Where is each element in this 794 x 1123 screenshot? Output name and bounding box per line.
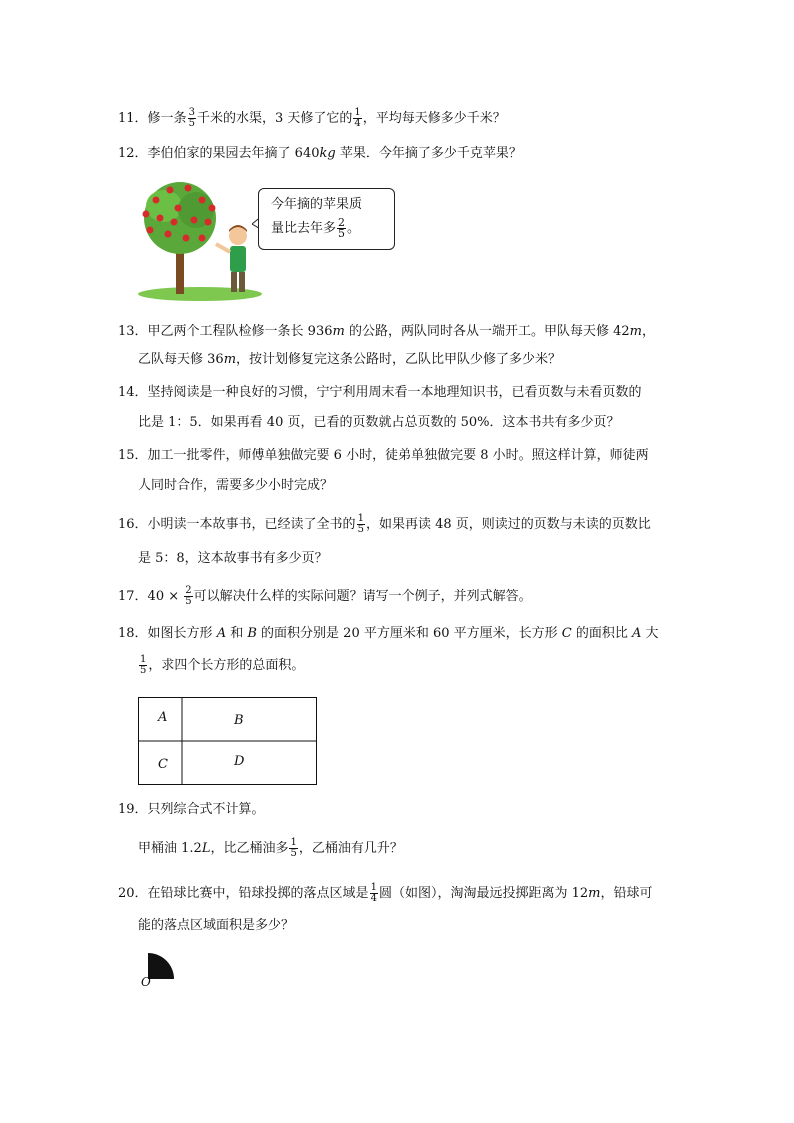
bubble-text-line2 xyxy=(271,217,360,239)
fraction-numerator: 3 xyxy=(188,107,195,118)
question-text: 和 xyxy=(226,626,248,641)
fraction xyxy=(370,883,378,904)
bubble-text: 今年摘的苹果质 xyxy=(271,197,363,212)
question-text: ， xyxy=(641,324,655,339)
bubble-text: 量比去年多 xyxy=(271,221,337,236)
question-19 xyxy=(118,801,265,819)
unit-label: L xyxy=(201,841,211,856)
fraction xyxy=(353,108,361,129)
apple-tree-illustration xyxy=(138,176,268,304)
question-text: ，乙桶油有几升？ xyxy=(298,841,403,856)
fraction-denominator: 5 xyxy=(140,665,147,676)
question-text: 小明读一本故事书，已经读了全书的 xyxy=(147,517,356,532)
question-15 xyxy=(118,447,649,465)
question-20-line2: 能的落点区域面积是多少？ xyxy=(138,918,295,933)
fraction-denominator: 5 xyxy=(338,227,346,240)
question-number: 18． xyxy=(118,626,148,641)
fraction-denominator: 5 xyxy=(357,524,364,535)
question-text: ，比乙桶油多 xyxy=(210,841,289,856)
question-text: 的公路，两队同时各从一端开工。甲队每天修 42 xyxy=(344,324,630,339)
question-17 xyxy=(118,586,532,607)
fraction-numerator: 1 xyxy=(354,107,361,118)
question-20 xyxy=(118,883,652,904)
fraction-denominator: 4 xyxy=(354,118,361,129)
question-18-line2 xyxy=(138,655,304,676)
question-number: 11． xyxy=(118,111,148,126)
fraction xyxy=(289,838,297,859)
fraction-numerator: 1 xyxy=(357,513,364,524)
question-16-line2: 是 5：8，这本故事书有多少页？ xyxy=(138,551,328,566)
question-text: 千米的水渠，3 天修了它的 xyxy=(196,111,353,126)
question-text: ，如果再读 48 页，则读过的页数与未读的页数比 xyxy=(365,517,651,532)
question-text: 加工一批零件，师傅单独做完要 6 小时，徒弟单独做完要 8 小时。照这样计算，师徒两 xyxy=(147,448,649,463)
variable: A xyxy=(632,626,642,641)
question-text: 甲乙两个工程队检修一条长 936 xyxy=(147,324,333,339)
question-number: 17． xyxy=(118,589,148,604)
question-11 xyxy=(118,108,506,129)
fraction-numerator: 2 xyxy=(185,585,192,596)
unit-label: kg xyxy=(319,146,336,161)
question-text: 大 xyxy=(641,626,659,641)
question-12 xyxy=(118,145,522,163)
question-number: 14． xyxy=(118,385,148,400)
fraction xyxy=(357,514,365,535)
question-number: 20． xyxy=(118,886,148,901)
question-text: 只列综合式不计算。 xyxy=(147,802,265,817)
question-text: 甲桶油 1.2 xyxy=(138,841,202,856)
cell-label-b: B xyxy=(234,713,244,728)
question-14-line2: 比是 1：5．如果再看 40 页，已看的页数就占总页数的 50%．这本书共有多少页？ xyxy=(138,415,620,430)
question-number: 16． xyxy=(118,517,148,532)
question-number: 12． xyxy=(118,146,148,161)
question-number: 13． xyxy=(118,324,148,339)
question-text: 乙队每天修 36 xyxy=(138,352,224,367)
cell-label-a: A xyxy=(158,710,168,725)
question-15-line2: 人同时合作，需要多少小时完成？ xyxy=(138,478,334,493)
question-19-line2 xyxy=(138,838,403,859)
fraction-numerator: 1 xyxy=(370,882,377,893)
fraction xyxy=(337,218,346,239)
fraction-denominator: 5 xyxy=(188,118,195,129)
fraction xyxy=(188,108,196,129)
question-text: ，平均每天修多少千米？ xyxy=(362,111,506,126)
cell-label-d: D xyxy=(234,754,245,769)
fraction-numerator: 1 xyxy=(290,837,297,848)
question-number: 19． xyxy=(118,802,148,817)
question-13-line2 xyxy=(138,351,561,369)
fraction-numerator: 1 xyxy=(140,654,147,665)
question-14 xyxy=(118,384,642,402)
unit-label: m xyxy=(588,886,601,901)
question-text: 李伯伯家的果园去年摘了 640 xyxy=(147,146,320,161)
question-text: 如图长方形 xyxy=(147,626,217,641)
question-text: 的面积分别是 20 平方厘米和 60 平方厘米，长方形 xyxy=(256,626,562,641)
question-text: ，铅球可 xyxy=(600,886,653,901)
fraction-numerator: 2 xyxy=(338,216,346,229)
fraction-denominator: 5 xyxy=(185,596,192,607)
cell-label-c: C xyxy=(158,757,168,772)
variable: A xyxy=(216,626,227,641)
unit-label: m xyxy=(629,324,642,339)
origin-label: O xyxy=(141,975,151,989)
variable: B xyxy=(247,626,257,641)
question-text: 的面积比 xyxy=(571,626,633,641)
variable: C xyxy=(561,626,572,641)
fraction xyxy=(139,655,147,676)
question-text: 苹果．今年摘了多少千克苹果？ xyxy=(335,146,522,161)
speech-bubble xyxy=(258,188,395,250)
question-16 xyxy=(118,514,651,535)
question-text: 修一条 xyxy=(147,111,187,126)
question-number: 15． xyxy=(118,448,148,463)
unit-label: m xyxy=(332,324,345,339)
question-text: ，求四个长方形的总面积。 xyxy=(148,658,305,673)
question-13 xyxy=(118,323,655,341)
question-text: 可以解决什么样的实际问题？请写一个例子，并列式解答。 xyxy=(193,589,532,604)
bubble-text: 。 xyxy=(347,221,361,236)
fraction xyxy=(184,586,192,607)
fraction-denominator: 4 xyxy=(370,893,377,904)
question-18 xyxy=(118,625,659,643)
question-text: 在铅球比赛中，铅球投掷的落点区域是 xyxy=(147,886,369,901)
fraction-denominator: 5 xyxy=(290,848,297,859)
question-text: 坚持阅读是一种良好的习惯，宁宁利用周末看一本地理知识书，已看页数与未看页数的 xyxy=(147,385,642,400)
unit-label: m xyxy=(223,352,237,367)
question-text: 40 × xyxy=(147,589,184,604)
question-text: 圆（如图），淘淘最远投掷距离为 12 xyxy=(378,886,589,901)
question-text: ，按计划修复完这条公路时，乙队比甲队少修了多少米？ xyxy=(236,352,562,367)
rectangle-diagram xyxy=(138,697,320,791)
